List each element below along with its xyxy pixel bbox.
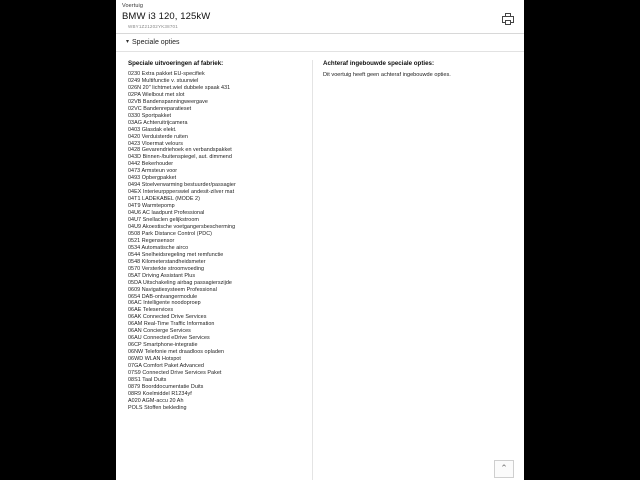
factory-options-title: Speciale uitvoeringen af fabriek: bbox=[128, 60, 224, 67]
list-item: A020 AGM-accu 20 Ah bbox=[128, 397, 184, 404]
page-header bbox=[116, 9, 524, 29]
list-item: 0494 Stoelverwarming bestuurder/passagier bbox=[128, 182, 236, 189]
list-item: 04U9 Akoestische voetgangersbescherming bbox=[128, 223, 236, 230]
list-item: 05DA Uitschakeling airbag passagierszijde bbox=[128, 279, 232, 286]
list-item: 06AU Connected eDrive Services bbox=[128, 335, 210, 342]
list-item: 06AE Teleservices bbox=[128, 307, 174, 314]
list-item: 0473 Armsteun voor bbox=[128, 168, 178, 175]
list-item: 04EX Interieurppperswiel andesit-zilver mat bbox=[128, 189, 235, 196]
printer-paper-shape bbox=[505, 20, 511, 25]
retrofit-options-note: Dit voertuig heeft geen achteraf ingebouwde opties. bbox=[323, 72, 451, 78]
list-item: 05AT Driving Assistant Plus bbox=[128, 272, 196, 279]
list-item: 0548 Kilometerstandheidsmeter bbox=[128, 258, 206, 265]
list-item: 06AN Concierge Services bbox=[128, 328, 191, 335]
factory-options-list bbox=[128, 71, 308, 412]
list-item: 0544 Snelheidsregeling met remfunctie bbox=[128, 251, 224, 258]
list-item: 06WD WLAN Hotspot bbox=[128, 356, 181, 363]
section-header-special-options[interactable] bbox=[116, 34, 524, 52]
list-item: 0493 Opbergpakket bbox=[128, 175, 177, 182]
list-item: 06CP Smartphone-integratie bbox=[128, 342, 198, 349]
list-item: 02VC Bandenreparatieset bbox=[128, 105, 192, 112]
breadcrumb: Voertuig bbox=[122, 3, 143, 9]
vin-number: WBY1Z21202YK38701 bbox=[128, 24, 178, 29]
list-item: 0403 Glasdak elekt. bbox=[128, 126, 177, 133]
list-item: 04T1 LADEKABEL (MODE 2) bbox=[128, 196, 200, 203]
list-item: 043D Binnen-/buitenspiegel, aut. dimmend bbox=[128, 154, 232, 161]
list-item: 06AC Intelligente noodoproep bbox=[128, 300, 201, 307]
list-item: 03AG Achteruitrijcamera bbox=[128, 119, 188, 126]
list-item: 07S9 Connected Drive Services Paket bbox=[128, 369, 222, 376]
list-item: 02PA Wielbout met slot bbox=[128, 91, 185, 98]
chevron-down-icon: ▾ bbox=[126, 39, 130, 45]
list-item: 07GA Comfort Paket Advanced bbox=[128, 363, 204, 370]
page-title: BMW i3 120, 125kW bbox=[122, 11, 211, 22]
list-item: 0879 Boorddocumentatie Duits bbox=[128, 383, 204, 390]
retrofit-options-title: Achteraf ingebouwde speciale opties: bbox=[323, 60, 435, 67]
list-item: 0230 Extra pakket EU-specifiek bbox=[128, 71, 205, 77]
chevron-up-icon: ⌃ bbox=[500, 463, 508, 473]
panels-container bbox=[116, 52, 524, 480]
list-item: 04T9 Warmtepomp bbox=[128, 203, 175, 210]
list-item: 0521 Regensensor bbox=[128, 237, 175, 244]
list-item: 0423 Vloermat velours bbox=[128, 140, 183, 147]
factory-options-panel bbox=[116, 60, 312, 480]
list-item: 02VB Bandenspanningweergave bbox=[128, 98, 208, 105]
retrofit-options-panel bbox=[312, 60, 517, 480]
list-item: 0570 Versterkte stroomvoeding bbox=[128, 265, 205, 272]
list-item: 0609 Navigatiesysteem Professional bbox=[128, 286, 217, 293]
list-item: 06AM Real-Time Traffic Information bbox=[128, 321, 215, 328]
list-item: 06NW Telefonie met draadloos opladen bbox=[128, 349, 225, 356]
document-page bbox=[116, 0, 524, 480]
list-item: 026N 20" lichtmet.wiel dubbele spaak 431 bbox=[128, 84, 231, 91]
list-item: 0428 Gevarendriehoek en verbandspakket bbox=[128, 147, 232, 154]
list-item: 0508 Park Distance Control (PDC) bbox=[128, 230, 212, 237]
list-item: 0654 DAB-ontvangermodule bbox=[128, 293, 198, 300]
list-item: 0330 Sportpakket bbox=[128, 112, 172, 119]
print-icon[interactable] bbox=[500, 12, 516, 28]
list-item: 08S1 Taal Duits bbox=[128, 376, 167, 383]
scroll-to-top-button[interactable] bbox=[494, 460, 514, 478]
list-item: 04U6 AC laadpunt Professional bbox=[128, 210, 205, 217]
list-item: 0534 Automatische airco bbox=[128, 244, 189, 251]
list-item: 08R9 Koelmiddel R1234yf bbox=[128, 390, 192, 397]
list-item: 04U7 Snellaclen gelijkstroom bbox=[128, 217, 199, 224]
section-title: Speciale opties bbox=[132, 39, 180, 46]
list-item: 06AK Connected Drive Services bbox=[128, 314, 207, 321]
list-item: 0249 Multifunctie v. stuurwiel bbox=[128, 77, 199, 84]
list-item: 0420 Verduisterde ruiten bbox=[128, 133, 188, 140]
list-item: POLS Stoffen bekleding bbox=[128, 404, 187, 411]
list-item: 0442 Bekerhouder bbox=[128, 161, 174, 168]
